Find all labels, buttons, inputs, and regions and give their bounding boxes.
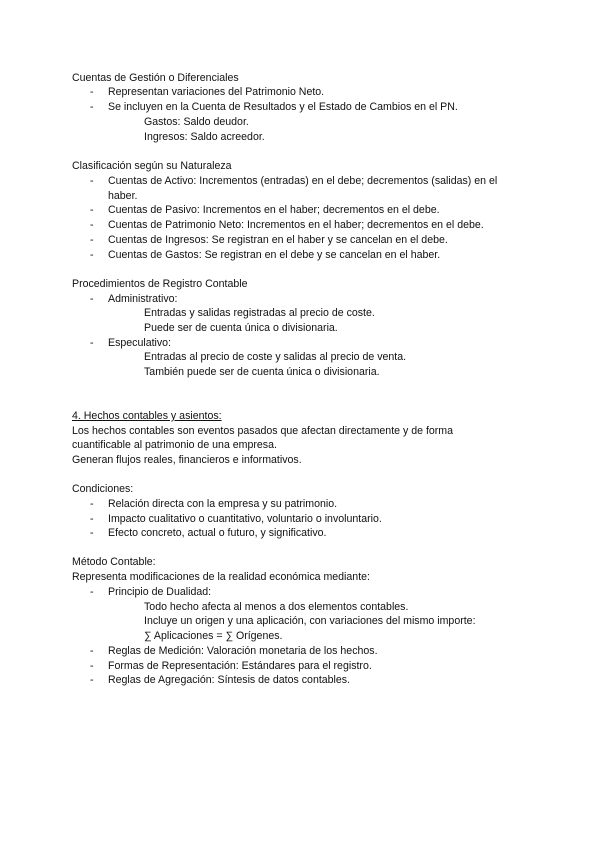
bullet-dash: - <box>90 498 94 510</box>
list-item: Impacto cualitativo o cuantitativo, voluntario o involuntario. <box>108 513 382 525</box>
bullet-dash: - <box>90 234 94 246</box>
bullet-dash: - <box>90 645 94 657</box>
section-heading-metodo: Método Contable: <box>72 556 156 568</box>
list-item: Cuentas de Pasivo: Incrementos en el haber; decrementos en el debe. <box>108 204 440 216</box>
section-heading-hechos: 4. Hechos contables y asientos: <box>72 410 222 422</box>
bullet-dash: - <box>90 513 94 525</box>
sub-item: Gastos: Saldo deudor. <box>144 116 249 128</box>
bullet-dash: - <box>90 674 94 686</box>
list-item: Administrativo: <box>108 293 178 305</box>
section-heading-naturaleza: Clasificación según su Naturaleza <box>72 160 232 172</box>
bullet-dash: - <box>90 527 94 539</box>
list-item: Reglas de Agregación: Síntesis de datos contables. <box>108 674 351 686</box>
bullet-dash: - <box>90 337 94 349</box>
section-heading-procedimientos: Procedimientos de Registro Contable <box>72 278 248 290</box>
bullet-dash: - <box>90 293 94 305</box>
section-heading-condiciones: Condiciones: <box>72 483 134 495</box>
list-item: Relación directa con la empresa y su patrimonio. <box>108 498 338 510</box>
list-item: Cuentas de Gastos: Se registran en el debe y se cancelan en el haber. <box>108 249 441 261</box>
bullet-dash: - <box>90 101 94 113</box>
bullet-dash: - <box>90 204 94 216</box>
sub-item: También puede ser de cuenta única o divisionaria. <box>144 366 380 378</box>
list-item: Reglas de Medición: Valoración monetaria de los hechos. <box>108 645 378 657</box>
paragraph-line: Representa modificaciones de la realidad económica mediante: <box>72 571 370 583</box>
bullet-dash: - <box>90 660 94 672</box>
sub-item: Entradas y salidas registradas al precio de coste. <box>144 307 375 319</box>
list-item: Formas de Representación: Estándares para el registro. <box>108 660 372 672</box>
bullet-dash: - <box>90 249 94 261</box>
sub-item: Entradas al precio de coste y salidas al precio de venta. <box>144 351 407 363</box>
list-item-continuation: haber. <box>108 190 138 202</box>
sub-item: Incluye un origen y una aplicación, con variaciones del mismo importe: <box>144 615 476 627</box>
list-item: Cuentas de Activo: Incrementos (entradas) en el debe; decrementos (salidas) en el <box>108 175 498 187</box>
bullet-dash: - <box>90 219 94 231</box>
bullet-dash: - <box>90 86 94 98</box>
section-heading-gestion: Cuentas de Gestión o Diferenciales <box>72 72 239 84</box>
list-item: Especulativo: <box>108 337 172 349</box>
list-item: Principio de Dualidad: <box>108 586 212 598</box>
sub-item: Ingresos: Saldo acreedor. <box>144 131 265 143</box>
list-item: Representan variaciones del Patrimonio Neto. <box>108 86 325 98</box>
list-item: Cuentas de Ingresos: Se registran en el haber y se cancelan en el debe. <box>108 234 448 246</box>
paragraph-line: Los hechos contables son eventos pasados que afectan directamente y de forma <box>72 425 454 437</box>
bullet-dash: - <box>90 175 94 187</box>
bullet-dash: - <box>90 586 94 598</box>
list-item: Se incluyen en la Cuenta de Resultados y el Estado de Cambios en el PN. <box>108 101 458 113</box>
sub-item: Puede ser de cuenta única o divisionaria. <box>144 322 338 334</box>
paragraph-line: cuantificable al patrimonio de una empresa. <box>72 439 277 451</box>
sub-item: Todo hecho afecta al menos a dos elementos contables. <box>144 601 409 613</box>
paragraph-line: Generan flujos reales, financieros e informativos. <box>72 454 302 466</box>
list-item: Cuentas de Patrimonio Neto: Incrementos en el haber; decrementos en el debe. <box>108 219 484 231</box>
list-item: Efecto concreto, actual o futuro, y significativo. <box>108 527 327 539</box>
sub-item-formula: ∑ Aplicaciones = ∑ Orígenes. <box>144 630 283 642</box>
